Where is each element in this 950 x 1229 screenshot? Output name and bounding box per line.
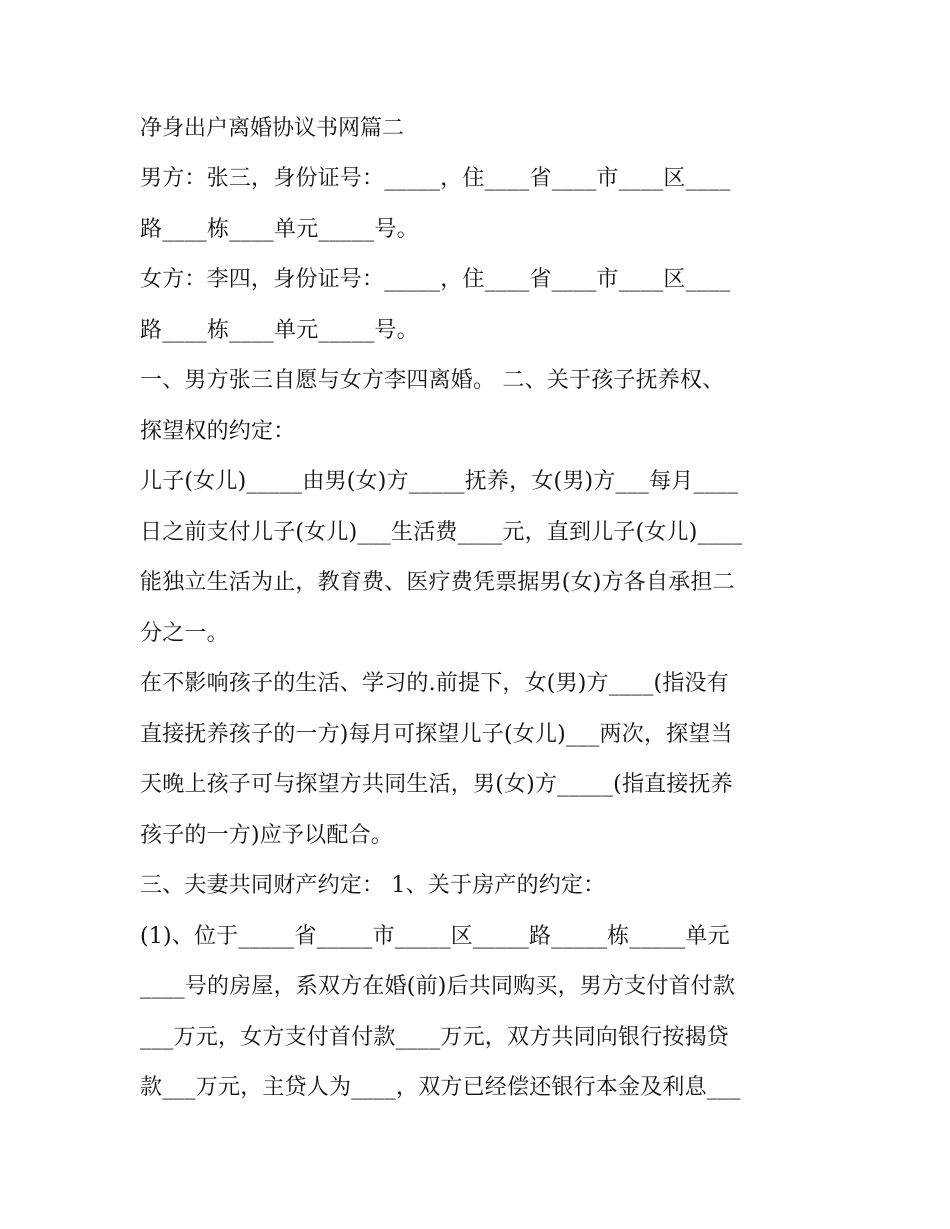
text-line: 分之一。 (140, 620, 229, 646)
text-line: 女方：李四，身份证号：_____，住____省____市____区____ (140, 267, 731, 292)
text-line: 款___万元，主贷人为____，双方已经偿还银行本金及利息___ (140, 1075, 741, 1100)
text-line: 男方：张三，身份证号：_____，住____省____市____区____ (140, 166, 731, 191)
text-line: 天晚上孩子可与探望方共同生活，男(女)方_____(指直接抚养 (140, 772, 733, 797)
text-line: 路____栋____单元_____号。 (140, 216, 419, 242)
text-line: 能独立生活为止，教育费、医疗费凭票据男(女)方各自承担二 (140, 570, 735, 595)
text-line: 孩子的一方)应予以配合。 (140, 822, 393, 848)
text-line: 在不影响孩子的生活、学习的.前提下，女(男)方____(指没有 (140, 671, 729, 696)
text-line: 日之前支付儿子(女儿)___生活费____元，直到儿子(女儿)____ (140, 519, 743, 545)
text-line: 三、夫妻共同财产约定： 1、关于房产的约定： (140, 873, 606, 898)
document-title: 净身出户离婚协议书网篇二 (140, 116, 405, 141)
text-line: 路____栋____单元_____号。 (140, 317, 419, 343)
text-line: ____号的房屋，系双方在婚(前)后共同购买，男方支付首付款 (140, 974, 736, 999)
text-line: 儿子(女儿)_____由男(女)方_____抚养，女(男)方___每月____ (140, 469, 739, 494)
text-line: ___万元，女方支付首付款____万元，双方共同向银行按揭贷 (140, 1024, 730, 1050)
text-line: 直接抚养孩子的一方)每月可探望儿子(女儿)___两次，探望当 (140, 721, 733, 747)
text-line: 探望权的约定： (140, 418, 296, 444)
text-line: (1)、位于_____省_____市_____区_____路_____栋_____单元 (140, 923, 730, 949)
text-line: 一、男方张三自愿与女方李四离婚。 二、关于孩子抚养权、 (140, 368, 725, 393)
document-body (140, 104, 820, 1114)
